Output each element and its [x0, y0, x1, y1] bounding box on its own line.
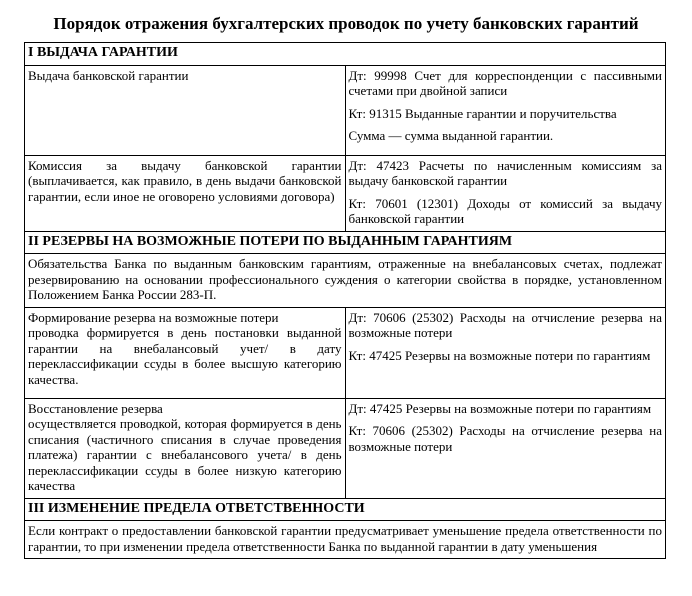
- section-intro-reserves: Обязательства Банка по выданным банковским гарантиям, отраженные на внебалансовых счетах, подлежат резервированию на основании профессионального суждения о категории свойства в порядке, установленном Положением Банка России 283-П.: [25, 254, 666, 308]
- posting-credit: Кт: 70601 (12301) Доходы от комиссий за выдачу банковской гарантии: [348, 195, 662, 226]
- table-row: [25, 65, 666, 155]
- operation-title: Формирование резерва на возможные потери: [28, 309, 279, 325]
- posting-debit: Дт: 47423 Расчеты по начисленным комиссиям за выдачу банковской гарантии: [348, 157, 662, 188]
- operation-cell: [25, 65, 346, 155]
- posting-debit: Дт: 99998 Счет для корреспонденции с пассивными счетами при двойной записи: [348, 67, 662, 98]
- intro-row: [25, 521, 666, 559]
- table-row: [25, 155, 666, 231]
- posting-debit: Дт: 70606 (25302) Расходы на отчисление резерва на возможные потери: [348, 309, 662, 340]
- posting-credit: Кт: 47425 Резервы на возможные потери по гарантиям: [348, 347, 651, 363]
- posting-amount: Сумма — сумма выданной гарантии.: [348, 128, 554, 143]
- operation-text: Комиссия за выдачу банковской гарантии (выплачивается, как правило, в день выдачи банковской гарантии, если иное не оговорено условиями договора): [28, 157, 342, 204]
- posting-debit: Дт: 47425 Резервы на возможные потери по гарантиям: [348, 400, 652, 416]
- section-row: [25, 498, 666, 521]
- posting-credit: Кт: 91315 Выданные гарантии и поручительства: [348, 105, 617, 121]
- operation-cell: [25, 155, 346, 231]
- section-heading-issue: I ВЫДАЧА ГАРАНТИИ: [25, 43, 666, 66]
- section-heading-liability: III ИЗМЕНЕНИЕ ПРЕДЕЛА ОТВЕТСТВЕННОСТИ: [25, 498, 666, 521]
- operation-cell: [25, 307, 346, 398]
- table-row: [25, 398, 666, 498]
- operation-text: осуществляется проводкой, которая формируется в день списания (частичного списания в случае проведения платежа) гарантии с внебалансового учета/ в день переклассификации ссуды в более низкую категорию качества: [28, 416, 342, 493]
- section-row: [25, 43, 666, 66]
- posting-cell: [345, 155, 666, 231]
- document-title: Порядок отражения бухгалтерских проводок по учету банковских гарантий: [53, 14, 639, 33]
- section-heading-reserves: II РЕЗЕРВЫ НА ВОЗМОЖНЫЕ ПОТЕРИ ПО ВЫДАННЫМ ГАРАНТИЯМ: [25, 231, 666, 254]
- table-row: [25, 307, 666, 398]
- section-intro-liability: Если контракт о предоставлении банковской гарантии предусматривает уменьшение предела ответственности по гарантии, то при изменении предела ответственности Банка по выданной гарантии в дату уменьшения: [25, 521, 666, 559]
- posting-cell: [345, 398, 666, 498]
- operation-text: Выдача банковской гарантии: [28, 67, 189, 83]
- posting-cell: [345, 65, 666, 155]
- posting-credit: Кт: 70606 (25302) Расходы на отчисление резерва на возможные потери: [348, 423, 662, 454]
- operation-cell: [25, 398, 346, 498]
- posting-cell: [345, 307, 666, 398]
- operation-title: Восстановление резерва: [28, 400, 163, 416]
- postings-table: [24, 42, 666, 559]
- section-row: [25, 231, 666, 254]
- intro-row: [25, 254, 666, 308]
- operation-text: проводка формируется в день постановки выданной гарантии на внебалансовый учет/ в дату переклассификации ссуды в более высшую категорию качества.: [28, 325, 342, 387]
